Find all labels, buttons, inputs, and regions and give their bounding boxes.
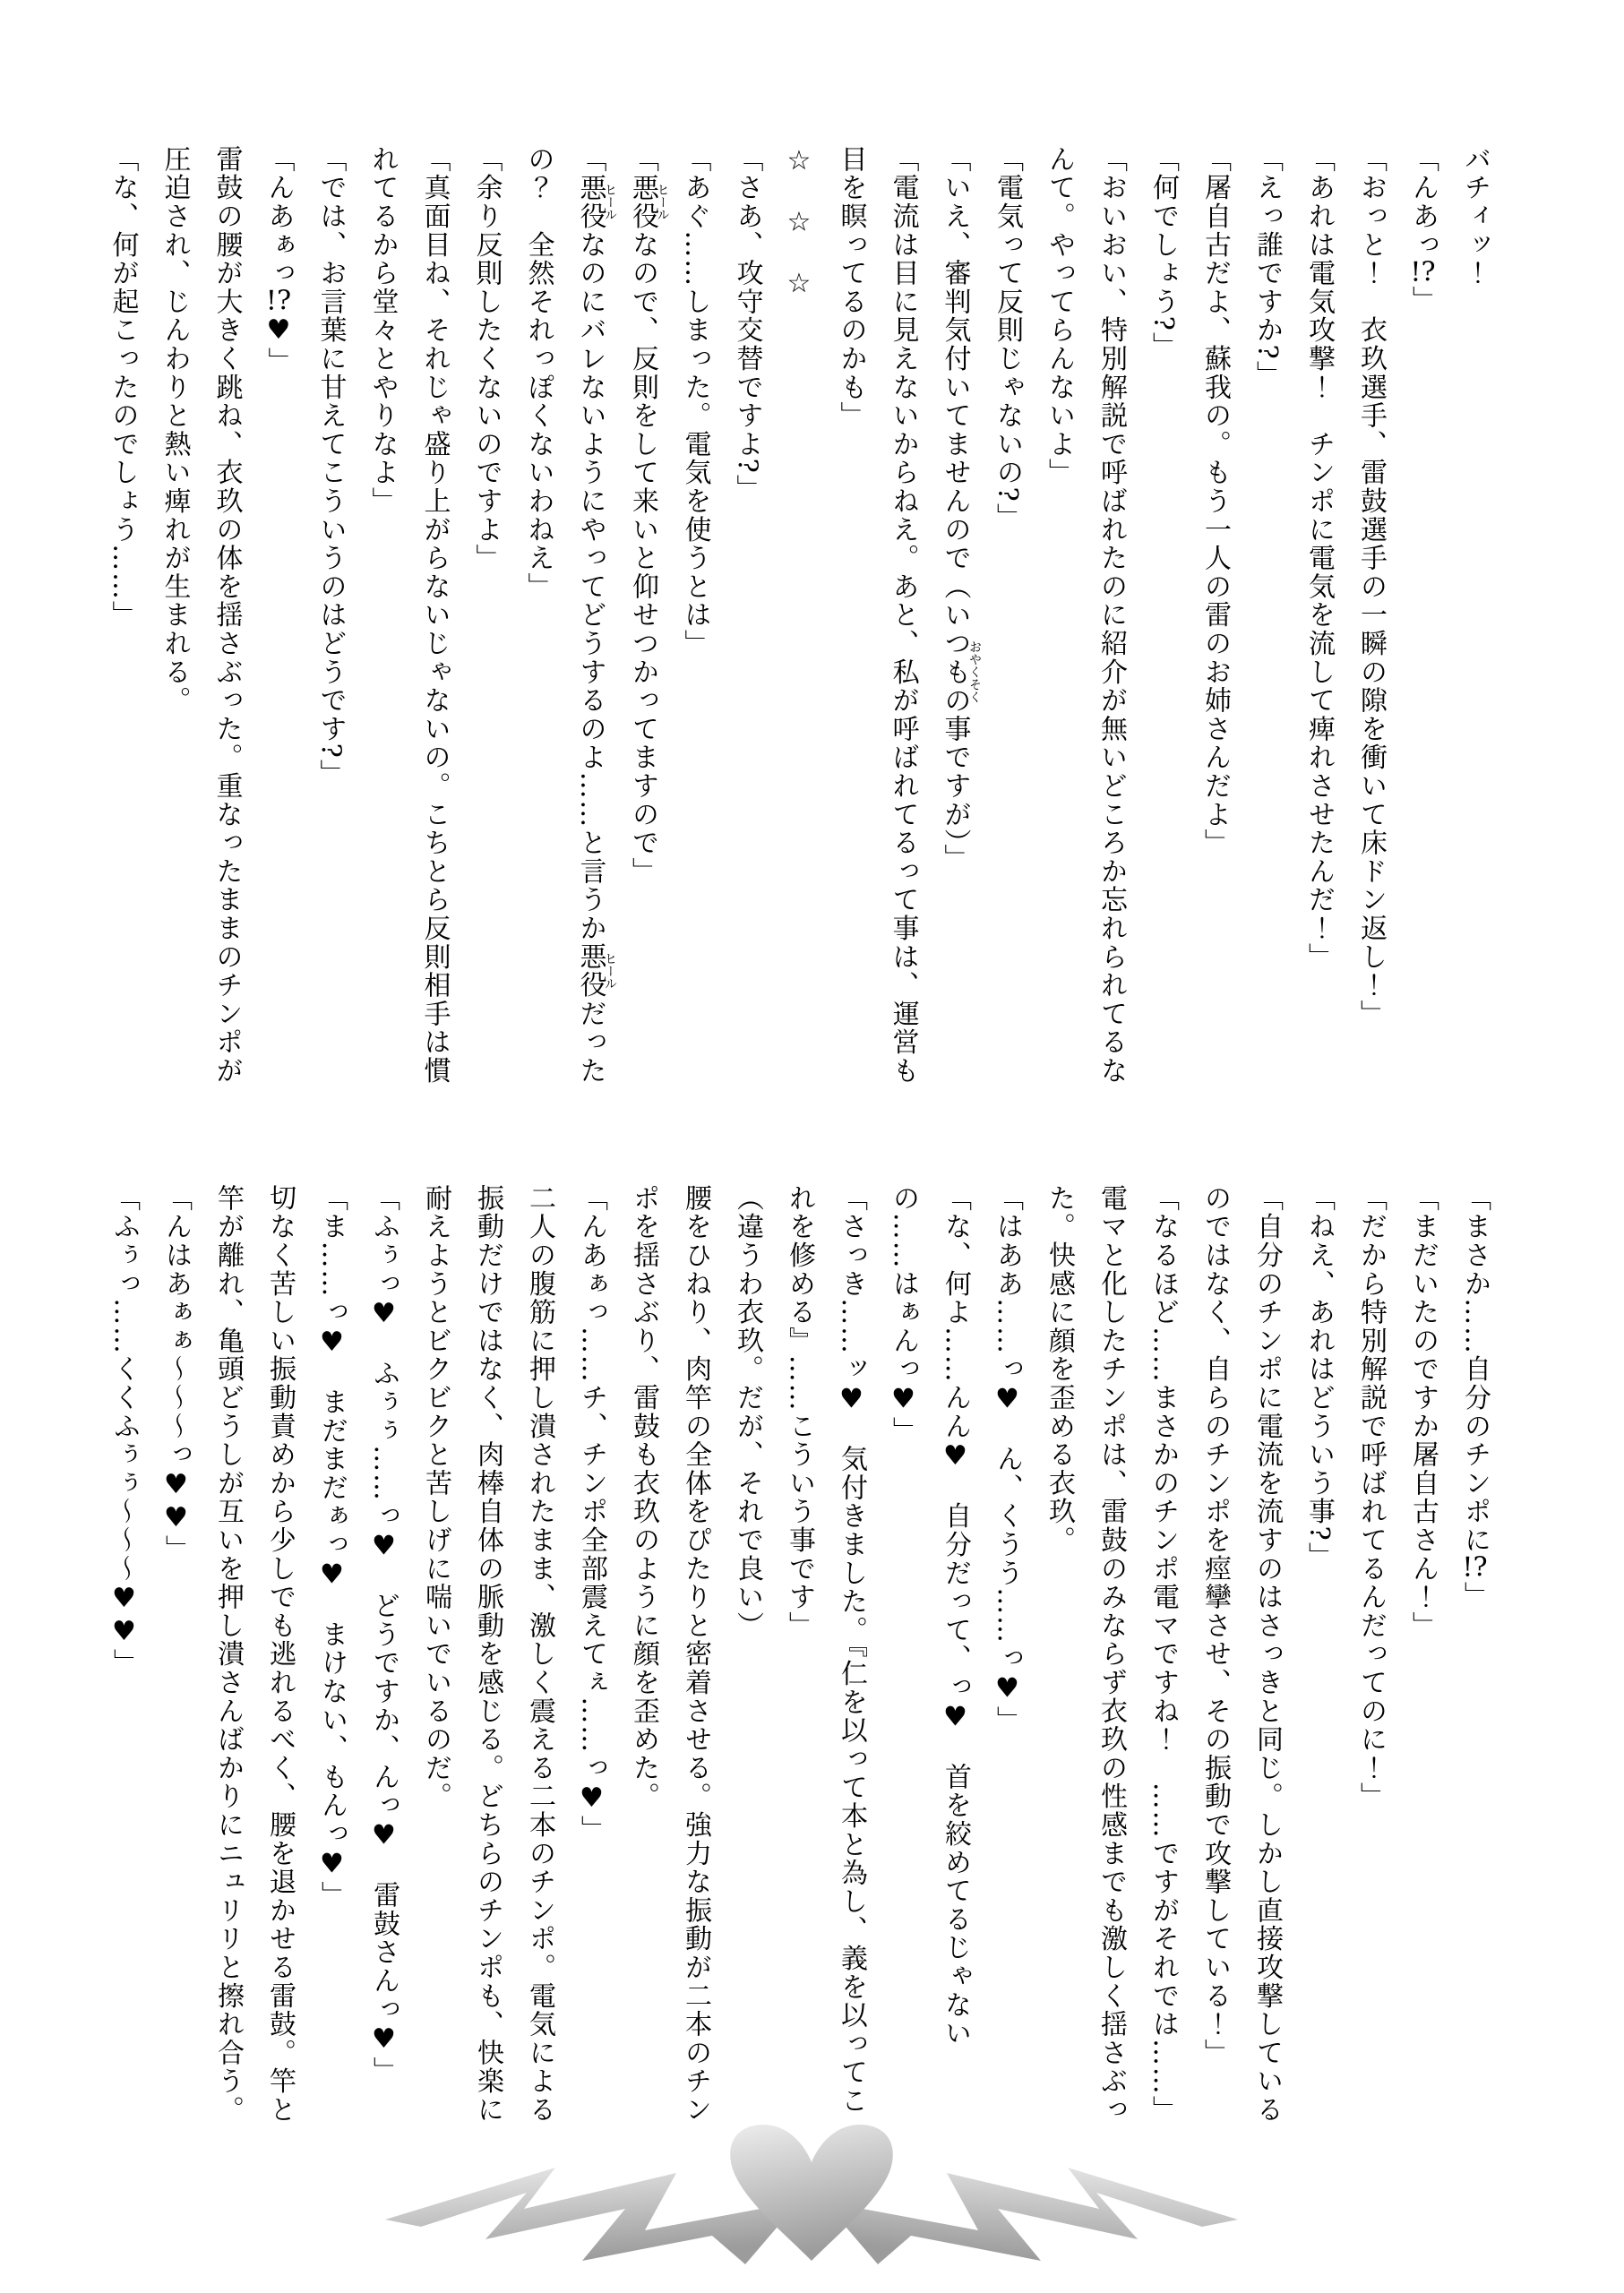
paragraph: 「えっ誰ですか?」 xyxy=(1251,145,1283,390)
paragraph: 腰をひねり、肉竿の全体をぴたりと密着させる。強力な振動が二本のチンポを揺さぶり、雷鼓も衣玖のように顔を歪めた。 xyxy=(628,1184,711,2125)
paragraph: 「自分のチンポに電流を流すのはさっきと同じ。しかし直接攻撃しているのではなく、自らのチンポを痙攣させ、その振動で攻撃している！」 xyxy=(1199,1184,1283,2125)
ruby-annotated-word: 悪役ヒール xyxy=(574,942,617,1001)
lightning-bolt-right-icon xyxy=(824,2168,1238,2264)
paragraph: 切なく苦しい振動責めから少しでも逃れるべく、腰を退かせる雷鼓。竿と竿が離れ、亀頭どうしが互いを押し潰さんばかりにニュリリと擦れ合う。 xyxy=(212,1184,296,2125)
paragraph: 「電流は目に見えないからねえ。あと、私が呼ばれてるって事は、運営も目を瞑ってるのかも」 xyxy=(835,145,919,1086)
paragraph: 「あぐ……しまった。電気を使うとは」 xyxy=(679,145,711,658)
paragraph: 「屠自古だよ、蘇我の。もう一人の雷のお姉さんだよ」 xyxy=(1199,145,1231,857)
paragraph: 電マと化したチンポは、雷鼓のみならず衣玖の性感までも激しく揺さぶった。快感に顔を歪める衣玖。 xyxy=(1044,1184,1127,2125)
ruby-annotated-word: 悪役ヒール xyxy=(574,173,617,231)
paragraph: 「電気って反則じゃないの?」 xyxy=(992,145,1023,532)
section-divider-stars: ☆ ☆ ☆ xyxy=(783,145,815,301)
paragraph: （違うわ衣玖。だが、それで良い） xyxy=(732,1184,763,1640)
ruby-annotated-word: いつもの事おやくそく xyxy=(939,600,982,743)
paragraph: 「いえ、審判気付いてませんので（いつもの事おやくそくですが）」 xyxy=(939,145,982,872)
paragraph: 「ま……っ♥ まだまだぁっ♥ まけない、もんっ♥」 xyxy=(316,1184,348,1910)
paragraph: 「ねえ、あれはどういう事?」 xyxy=(1303,1184,1335,1571)
paragraph: 「な、何よ……んん♥ 自分だって、っ♥ 首を絞めてるじゃないの……はぁんっ♥」 xyxy=(888,1184,971,2048)
paragraph: 「な、何が起こったのでしょう……」 xyxy=(107,145,139,630)
paragraph: 雷鼓の腰が大きく跳ね、衣玖の体を揺さぶった。重なったままのチンポが圧迫され、じんわりと熱い痺れが生まれる。 xyxy=(159,145,243,1086)
paragraph: 「まだいたのですか屠自古さん！」 xyxy=(1407,1184,1439,1640)
heart-lightning-graphic xyxy=(251,2085,1371,2293)
paragraph: バチィッ！ xyxy=(1459,145,1491,288)
paragraph: 「悪役ヒールなのにバレないようにやってどうするのよ……と言うか悪役ヒールだったの？ 全然それっぽくないわねえ」 xyxy=(522,145,617,1086)
paragraph: 「なるほど……まさかのチンポ電マですね！ ……ですがそれでは……」 xyxy=(1147,1184,1179,2125)
paragraph: 「何でしょう?」 xyxy=(1147,145,1179,361)
paragraph: 「では、お言葉に甘えてこういうのはどうです?」 xyxy=(314,145,347,788)
paragraph: 「まさか……自分のチンポに!?」 xyxy=(1459,1184,1491,1610)
paragraph: 二人の腹筋に押し潰されたまま、激しく震える二本のチンポ。電気による振動だけではなく、肉棒自体の脈動を感じる。どちらのチンポも、快楽に耐えようとビクビクと苦しげに喘いでいるのだ。 xyxy=(420,1184,555,2125)
paragraph: 「だから特別解説で呼ばれてるんだってのに！」 xyxy=(1355,1184,1387,1811)
paragraph: 「んはあぁぁ〜〜〜っ♥♥」 xyxy=(160,1184,192,1564)
text-block-bottom xyxy=(98,1184,1500,2125)
paragraph: 「はああ……っ♥ ん、くうう……っ♥」 xyxy=(992,1184,1023,1735)
paragraph: 「おっと！ 衣玖選手、雷鼓選手の一瞬の隙を衝いて床ドン返し！」 xyxy=(1355,145,1387,1028)
ruby-annotated-word: 悪役ヒール xyxy=(627,173,670,231)
paragraph: 「さあ、攻守交替ですよ?」 xyxy=(731,145,763,503)
paragraph: 「ふぅっ……くくふぅぅ〜〜〜♥♥」 xyxy=(108,1184,140,1678)
paragraph: 「あれは電気攻撃！ チンポに電気を流して痺れさせたんだ！」 xyxy=(1303,145,1335,972)
lightning-bolt-left-icon xyxy=(385,2168,799,2264)
paragraph: 「真面目ね、それじゃ盛り上がらないじゃないの。こちとら反則相手は慣れてるから堂々とやりなよ」 xyxy=(366,145,451,1086)
tate-chu-yoko: !? xyxy=(1462,1554,1488,1582)
paragraph: 「ふぅっ♥ ふぅぅ……っ♥ どうですか、んっ♥ 雷鼓さんっ♥」 xyxy=(368,1184,400,2085)
paragraph: 「んあっ!?」 xyxy=(1407,145,1439,315)
paragraph: 「悪役ヒールなので、反則をして来いと仰せつかってますので」 xyxy=(627,145,670,886)
tate-chu-yoko: !? xyxy=(265,288,292,314)
paragraph: 「おいおい、特別解説で呼ばれたのに紹介が無いどころか忘れられてるなんて。やってらんないよ」 xyxy=(1044,145,1127,1086)
paragraph: 「さっき……ッ♥ 気付きました。『仁を以って本と為し、義を以ってこれを修める』……こういう事です」 xyxy=(784,1184,867,2116)
paragraph: 「余り反則したくないのですよ」 xyxy=(470,145,503,572)
paragraph: 「んあぁっ……チ、チンポ全部震えてぇ……っ♥」 xyxy=(576,1184,607,1844)
paragraph: 「んあぁっ!?♥」 xyxy=(262,145,295,376)
tate-chu-yoko: !? xyxy=(1410,259,1436,287)
text-block-top xyxy=(97,145,1501,1086)
